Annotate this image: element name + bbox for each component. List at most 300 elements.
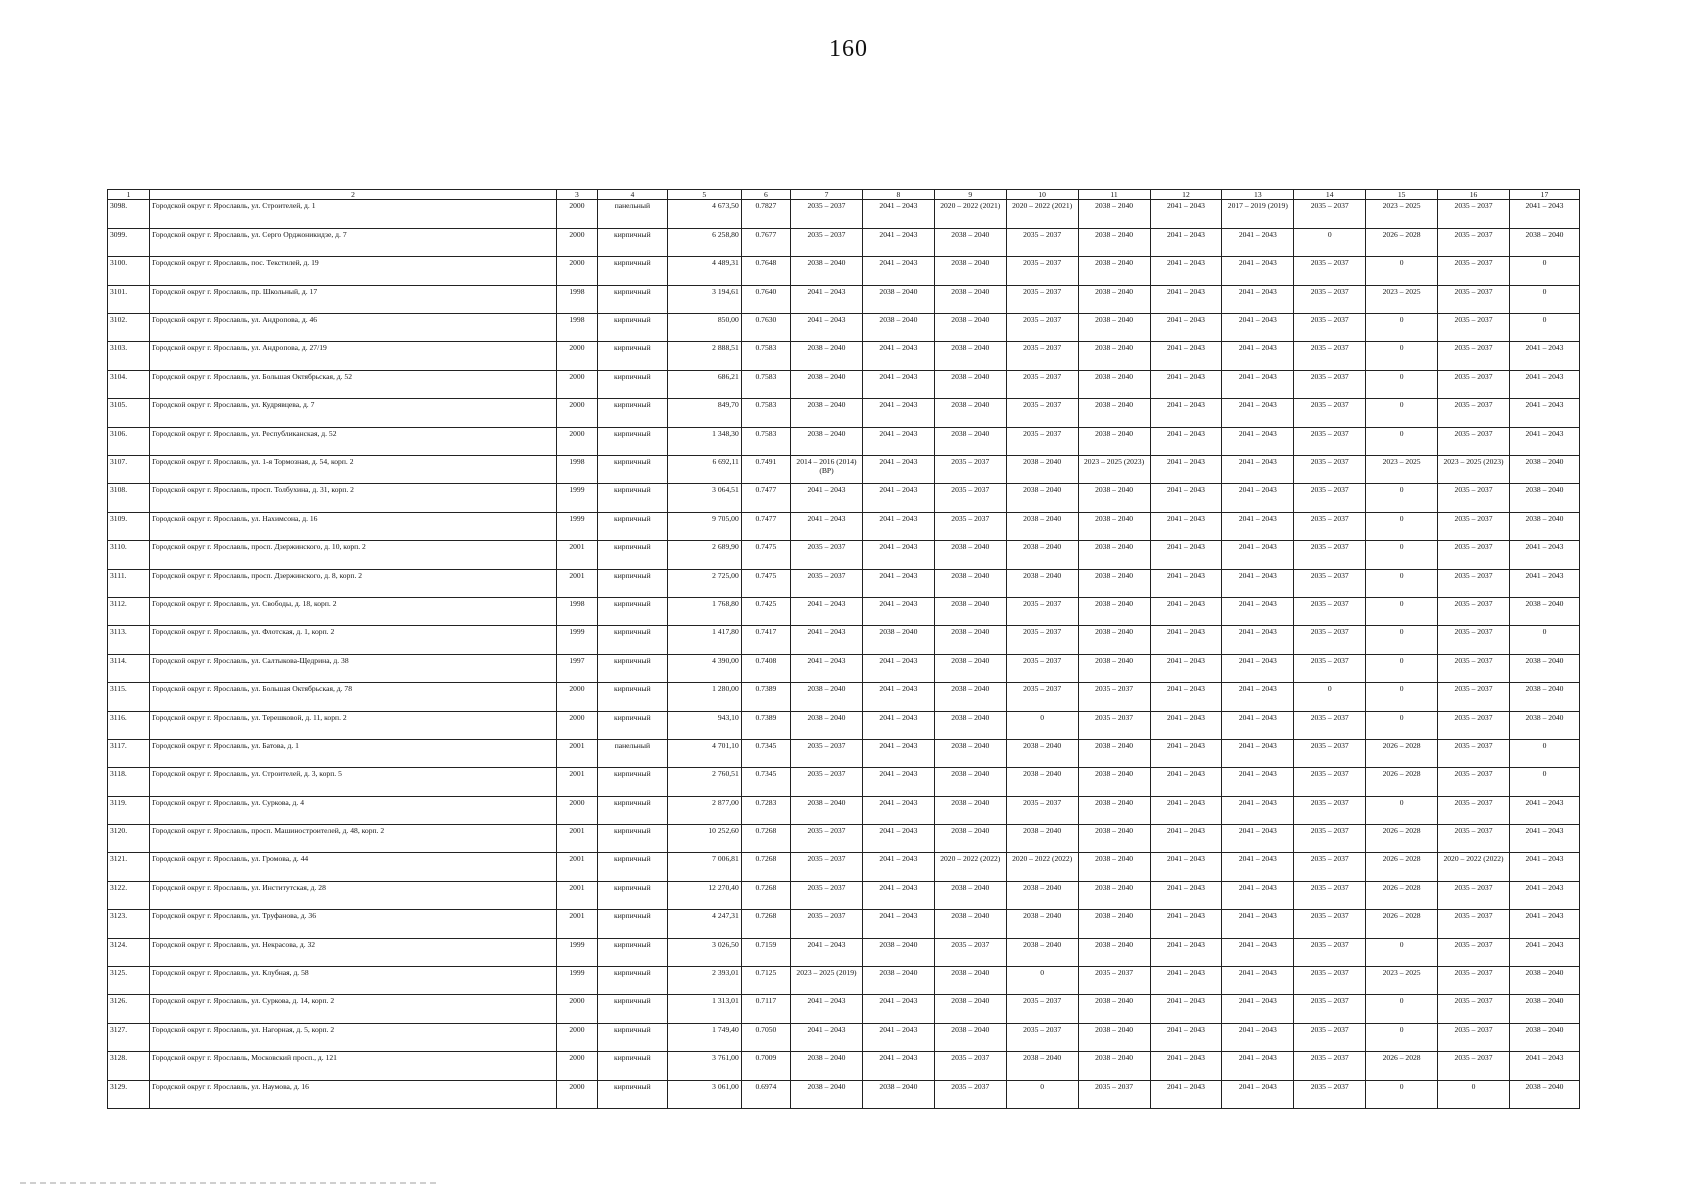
period-col-16-cell: 2035 – 2037 [1438, 484, 1510, 512]
period-col-15-cell: 0 [1366, 370, 1438, 398]
period-col-7-cell: 2023 – 2025 (2019) [791, 967, 863, 995]
table-row [108, 654, 1580, 682]
period-col-13-cell: 2041 – 2043 [1222, 569, 1294, 597]
period-col-17-cell: 2041 – 2043 [1509, 427, 1579, 455]
year-built-cell: 2001 [556, 910, 597, 938]
table-row [108, 427, 1580, 455]
period-col-17-cell: 2041 – 2043 [1509, 938, 1579, 966]
address-cell: Городской округ г. Ярославль, просп. Дзержинского, д. 10, корп. 2 [150, 541, 557, 569]
period-col-10-cell: 2035 – 2037 [1006, 285, 1078, 313]
period-col-16-cell: 2035 – 2037 [1438, 200, 1510, 228]
period-col-10-cell: 2035 – 2037 [1006, 342, 1078, 370]
period-col-9-cell: 2038 – 2040 [934, 995, 1006, 1023]
period-col-17-cell: 2041 – 2043 [1509, 541, 1579, 569]
period-col-7-cell: 2038 – 2040 [791, 711, 863, 739]
table-row [108, 484, 1580, 512]
table-row [108, 853, 1580, 881]
period-col-13-cell: 2041 – 2043 [1222, 484, 1294, 512]
area-cell: 2 760,51 [667, 768, 741, 796]
period-col-17-cell: 2038 – 2040 [1509, 654, 1579, 682]
period-col-9-cell: 2035 – 2037 [934, 938, 1006, 966]
column-header-14: 14 [1294, 190, 1366, 200]
wall-material-cell: кирпичный [597, 484, 667, 512]
period-col-17-cell: 2038 – 2040 [1509, 683, 1579, 711]
period-col-15-cell: 0 [1366, 257, 1438, 285]
period-col-7-cell: 2041 – 2043 [791, 626, 863, 654]
period-col-10-cell: 2035 – 2037 [1006, 683, 1078, 711]
index-value-cell: 0.7283 [741, 796, 790, 824]
index-value-cell: 0.7648 [741, 257, 790, 285]
period-col-12-cell: 2041 – 2043 [1150, 853, 1222, 881]
table-row [108, 739, 1580, 767]
period-col-11-cell: 2038 – 2040 [1078, 825, 1150, 853]
year-built-cell: 1997 [556, 654, 597, 682]
period-col-17-cell: 2041 – 2043 [1509, 881, 1579, 909]
period-col-14-cell: 2035 – 2037 [1294, 626, 1366, 654]
period-col-12-cell: 2041 – 2043 [1150, 995, 1222, 1023]
period-col-14-cell: 0 [1294, 228, 1366, 256]
period-col-8-cell: 2038 – 2040 [862, 285, 934, 313]
period-col-9-cell: 2038 – 2040 [934, 228, 1006, 256]
table-row [108, 711, 1580, 739]
period-col-14-cell: 2035 – 2037 [1294, 1023, 1366, 1051]
index-value-cell: 0.7408 [741, 654, 790, 682]
area-cell: 4 247,31 [667, 910, 741, 938]
wall-material-cell: кирпичный [597, 995, 667, 1023]
column-header-8: 8 [862, 190, 934, 200]
wall-material-cell: кирпичный [597, 370, 667, 398]
period-col-7-cell: 2038 – 2040 [791, 427, 863, 455]
index-value-cell: 0.7159 [741, 938, 790, 966]
area-cell: 1 348,30 [667, 427, 741, 455]
period-col-12-cell: 2041 – 2043 [1150, 711, 1222, 739]
row-number-cell: 3125. [108, 967, 150, 995]
period-col-10-cell: 2035 – 2037 [1006, 370, 1078, 398]
table-row [108, 995, 1580, 1023]
period-col-8-cell: 2041 – 2043 [862, 257, 934, 285]
period-col-9-cell: 2038 – 2040 [934, 541, 1006, 569]
index-value-cell: 0.7117 [741, 995, 790, 1023]
address-cell: Городской округ г. Ярославль, ул. Свободы, д. 18, корп. 2 [150, 597, 557, 625]
period-col-10-cell: 2035 – 2037 [1006, 228, 1078, 256]
period-col-9-cell: 2038 – 2040 [934, 796, 1006, 824]
period-col-13-cell: 2041 – 2043 [1222, 228, 1294, 256]
wall-material-cell: кирпичный [597, 768, 667, 796]
column-header-6: 6 [741, 190, 790, 200]
period-col-13-cell: 2041 – 2043 [1222, 342, 1294, 370]
index-value-cell: 0.7268 [741, 825, 790, 853]
year-built-cell: 1999 [556, 967, 597, 995]
period-col-7-cell: 2035 – 2037 [791, 228, 863, 256]
period-col-12-cell: 2041 – 2043 [1150, 881, 1222, 909]
table-row [108, 938, 1580, 966]
column-header-2: 2 [150, 190, 557, 200]
index-value-cell: 0.6974 [741, 1080, 790, 1108]
area-cell: 10 252,60 [667, 825, 741, 853]
wall-material-cell: кирпичный [597, 456, 667, 484]
period-col-13-cell: 2041 – 2043 [1222, 1052, 1294, 1080]
period-col-9-cell: 2038 – 2040 [934, 739, 1006, 767]
period-col-10-cell: 2038 – 2040 [1006, 456, 1078, 484]
period-col-14-cell: 2035 – 2037 [1294, 370, 1366, 398]
period-col-13-cell: 2041 – 2043 [1222, 825, 1294, 853]
index-value-cell: 0.7583 [741, 342, 790, 370]
period-col-12-cell: 2041 – 2043 [1150, 1052, 1222, 1080]
period-col-9-cell: 2038 – 2040 [934, 967, 1006, 995]
row-number-cell: 3100. [108, 257, 150, 285]
address-cell: Городской округ г. Ярославль, ул. Флотская, д. 1, корп. 2 [150, 626, 557, 654]
period-col-9-cell: 2038 – 2040 [934, 399, 1006, 427]
period-col-14-cell: 2035 – 2037 [1294, 342, 1366, 370]
table-row [108, 1052, 1580, 1080]
index-value-cell: 0.7268 [741, 853, 790, 881]
period-col-13-cell: 2041 – 2043 [1222, 285, 1294, 313]
period-col-12-cell: 2041 – 2043 [1150, 484, 1222, 512]
period-col-8-cell: 2041 – 2043 [862, 342, 934, 370]
address-cell: Городской округ г. Ярославль, ул. Клубная, д. 58 [150, 967, 557, 995]
period-col-8-cell: 2041 – 2043 [862, 456, 934, 484]
period-col-13-cell: 2041 – 2043 [1222, 881, 1294, 909]
period-col-11-cell: 2038 – 2040 [1078, 541, 1150, 569]
period-col-10-cell: 2035 – 2037 [1006, 427, 1078, 455]
table-row [108, 1023, 1580, 1051]
year-built-cell: 1999 [556, 626, 597, 654]
period-col-13-cell: 2041 – 2043 [1222, 995, 1294, 1023]
period-col-13-cell: 2041 – 2043 [1222, 654, 1294, 682]
year-built-cell: 1999 [556, 512, 597, 540]
area-cell: 4 489,31 [667, 257, 741, 285]
period-col-7-cell: 2035 – 2037 [791, 881, 863, 909]
row-number-cell: 3108. [108, 484, 150, 512]
period-col-14-cell: 2035 – 2037 [1294, 1080, 1366, 1108]
period-col-12-cell: 2041 – 2043 [1150, 200, 1222, 228]
period-col-13-cell: 2041 – 2043 [1222, 314, 1294, 342]
period-col-9-cell: 2038 – 2040 [934, 711, 1006, 739]
wall-material-cell: кирпичный [597, 228, 667, 256]
table-row [108, 228, 1580, 256]
period-col-15-cell: 2026 – 2028 [1366, 825, 1438, 853]
period-col-9-cell: 2038 – 2040 [934, 370, 1006, 398]
period-col-17-cell: 0 [1509, 739, 1579, 767]
period-col-13-cell: 2041 – 2043 [1222, 1023, 1294, 1051]
period-col-14-cell: 2035 – 2037 [1294, 768, 1366, 796]
index-value-cell: 0.7677 [741, 228, 790, 256]
index-value-cell: 0.7491 [741, 456, 790, 484]
period-col-11-cell: 2035 – 2037 [1078, 683, 1150, 711]
wall-material-cell: кирпичный [597, 1023, 667, 1051]
year-built-cell: 2000 [556, 228, 597, 256]
wall-material-cell: панельный [597, 739, 667, 767]
period-col-17-cell: 0 [1509, 285, 1579, 313]
period-col-7-cell: 2038 – 2040 [791, 370, 863, 398]
period-col-15-cell: 2026 – 2028 [1366, 881, 1438, 909]
year-built-cell: 2001 [556, 541, 597, 569]
period-col-10-cell: 0 [1006, 711, 1078, 739]
period-col-7-cell: 2041 – 2043 [791, 484, 863, 512]
period-col-15-cell: 0 [1366, 484, 1438, 512]
table-row [108, 456, 1580, 484]
index-value-cell: 0.7475 [741, 541, 790, 569]
period-col-16-cell: 2035 – 2037 [1438, 967, 1510, 995]
period-col-16-cell: 2035 – 2037 [1438, 768, 1510, 796]
address-cell: Городской округ г. Ярославль, ул. Кудрявцева, д. 7 [150, 399, 557, 427]
period-col-13-cell: 2041 – 2043 [1222, 1080, 1294, 1108]
period-col-11-cell: 2038 – 2040 [1078, 995, 1150, 1023]
period-col-9-cell: 2038 – 2040 [934, 1023, 1006, 1051]
table-row [108, 541, 1580, 569]
period-col-7-cell: 2038 – 2040 [791, 399, 863, 427]
period-col-14-cell: 2035 – 2037 [1294, 512, 1366, 540]
period-col-14-cell: 2035 – 2037 [1294, 314, 1366, 342]
period-col-8-cell: 2038 – 2040 [862, 938, 934, 966]
table-row [108, 399, 1580, 427]
period-col-10-cell: 2020 – 2022 (2022) [1006, 853, 1078, 881]
period-col-8-cell: 2041 – 2043 [862, 739, 934, 767]
period-col-8-cell: 2041 – 2043 [862, 881, 934, 909]
area-cell: 849,70 [667, 399, 741, 427]
period-col-10-cell: 2038 – 2040 [1006, 484, 1078, 512]
year-built-cell: 2000 [556, 427, 597, 455]
table-row [108, 1080, 1580, 1108]
year-built-cell: 1998 [556, 285, 597, 313]
table-row [108, 314, 1580, 342]
period-col-12-cell: 2041 – 2043 [1150, 938, 1222, 966]
period-col-14-cell: 2035 – 2037 [1294, 1052, 1366, 1080]
period-col-12-cell: 2041 – 2043 [1150, 569, 1222, 597]
row-number-cell: 3109. [108, 512, 150, 540]
wall-material-cell: кирпичный [597, 910, 667, 938]
period-col-12-cell: 2041 – 2043 [1150, 427, 1222, 455]
area-cell: 686,21 [667, 370, 741, 398]
period-col-11-cell: 2038 – 2040 [1078, 200, 1150, 228]
period-col-13-cell: 2017 – 2019 (2019) [1222, 200, 1294, 228]
period-col-10-cell: 2035 – 2037 [1006, 995, 1078, 1023]
wall-material-cell: кирпичный [597, 314, 667, 342]
table-row [108, 881, 1580, 909]
period-col-12-cell: 2041 – 2043 [1150, 683, 1222, 711]
period-col-16-cell: 2035 – 2037 [1438, 739, 1510, 767]
wall-material-cell: кирпичный [597, 597, 667, 625]
period-col-16-cell: 2035 – 2037 [1438, 314, 1510, 342]
year-built-cell: 2001 [556, 739, 597, 767]
period-col-11-cell: 2038 – 2040 [1078, 938, 1150, 966]
period-col-16-cell: 2023 – 2025 (2023) [1438, 456, 1510, 484]
period-col-12-cell: 2041 – 2043 [1150, 796, 1222, 824]
period-col-7-cell: 2035 – 2037 [791, 768, 863, 796]
area-cell: 3 064,51 [667, 484, 741, 512]
address-cell: Городской округ г. Ярославль, ул. Наумова, д. 16 [150, 1080, 557, 1108]
period-col-7-cell: 2035 – 2037 [791, 569, 863, 597]
period-col-9-cell: 2038 – 2040 [934, 768, 1006, 796]
period-col-12-cell: 2041 – 2043 [1150, 399, 1222, 427]
period-col-13-cell: 2041 – 2043 [1222, 768, 1294, 796]
year-built-cell: 2001 [556, 569, 597, 597]
area-cell: 3 026,50 [667, 938, 741, 966]
period-col-10-cell: 2020 – 2022 (2021) [1006, 200, 1078, 228]
address-cell: Городской округ г. Ярославль, ул. Строителей, д. 3, корп. 5 [150, 768, 557, 796]
table-row [108, 200, 1580, 228]
period-col-17-cell: 2038 – 2040 [1509, 711, 1579, 739]
period-col-7-cell: 2014 – 2016 (2014) (ВР) [791, 456, 863, 484]
address-cell: Городской округ г. Ярославль, пр. Школьный, д. 17 [150, 285, 557, 313]
wall-material-cell: кирпичный [597, 285, 667, 313]
period-col-8-cell: 2041 – 2043 [862, 853, 934, 881]
address-cell: Городской округ г. Ярославль, ул. Суркова, д. 4 [150, 796, 557, 824]
row-number-cell: 3115. [108, 683, 150, 711]
index-value-cell: 0.7389 [741, 711, 790, 739]
period-col-14-cell: 2035 – 2037 [1294, 597, 1366, 625]
period-col-15-cell: 2026 – 2028 [1366, 910, 1438, 938]
period-col-16-cell: 2035 – 2037 [1438, 370, 1510, 398]
index-value-cell: 0.7417 [741, 626, 790, 654]
column-header-1: 1 [108, 190, 150, 200]
period-col-11-cell: 2038 – 2040 [1078, 739, 1150, 767]
period-col-11-cell: 2038 – 2040 [1078, 597, 1150, 625]
year-built-cell: 1998 [556, 314, 597, 342]
period-col-7-cell: 2041 – 2043 [791, 654, 863, 682]
column-header-13: 13 [1222, 190, 1294, 200]
period-col-7-cell: 2041 – 2043 [791, 314, 863, 342]
row-number-cell: 3118. [108, 768, 150, 796]
period-col-9-cell: 2038 – 2040 [934, 597, 1006, 625]
period-col-15-cell: 0 [1366, 342, 1438, 370]
period-col-9-cell: 2038 – 2040 [934, 654, 1006, 682]
wall-material-cell: панельный [597, 200, 667, 228]
period-col-8-cell: 2041 – 2043 [862, 427, 934, 455]
row-number-cell: 3111. [108, 569, 150, 597]
year-built-cell: 2000 [556, 796, 597, 824]
period-col-17-cell: 0 [1509, 768, 1579, 796]
row-number-cell: 3107. [108, 456, 150, 484]
row-number-cell: 3127. [108, 1023, 150, 1051]
period-col-12-cell: 2041 – 2043 [1150, 314, 1222, 342]
wall-material-cell: кирпичный [597, 342, 667, 370]
period-col-13-cell: 2041 – 2043 [1222, 910, 1294, 938]
period-col-15-cell: 0 [1366, 796, 1438, 824]
period-col-15-cell: 2023 – 2025 [1366, 456, 1438, 484]
address-cell: Городской округ г. Ярославль, пос. Текстилей, д. 19 [150, 257, 557, 285]
table-row [108, 597, 1580, 625]
table-row [108, 768, 1580, 796]
period-col-9-cell: 2038 – 2040 [934, 683, 1006, 711]
address-cell: Городской округ г. Ярославль, ул. Строителей, д. 1 [150, 200, 557, 228]
address-cell: Городской округ г. Ярославль, ул. Батова, д. 1 [150, 739, 557, 767]
area-cell: 3 194,61 [667, 285, 741, 313]
period-col-14-cell: 2035 – 2037 [1294, 569, 1366, 597]
row-number-cell: 3114. [108, 654, 150, 682]
column-number-row [108, 190, 1580, 200]
period-col-11-cell: 2038 – 2040 [1078, 484, 1150, 512]
table-row [108, 683, 1580, 711]
column-header-3: 3 [556, 190, 597, 200]
period-col-11-cell: 2038 – 2040 [1078, 768, 1150, 796]
period-col-17-cell: 2038 – 2040 [1509, 995, 1579, 1023]
column-header-9: 9 [934, 190, 1006, 200]
year-built-cell: 2000 [556, 257, 597, 285]
period-col-9-cell: 2020 – 2022 (2021) [934, 200, 1006, 228]
area-cell: 1 417,80 [667, 626, 741, 654]
row-number-cell: 3121. [108, 853, 150, 881]
address-cell: Городской округ г. Ярославль, ул. Андропова, д. 46 [150, 314, 557, 342]
period-col-12-cell: 2041 – 2043 [1150, 257, 1222, 285]
period-col-16-cell: 2035 – 2037 [1438, 1052, 1510, 1080]
period-col-16-cell: 2035 – 2037 [1438, 796, 1510, 824]
period-col-14-cell: 2035 – 2037 [1294, 654, 1366, 682]
period-col-13-cell: 2041 – 2043 [1222, 853, 1294, 881]
area-cell: 2 689,90 [667, 541, 741, 569]
period-col-14-cell: 2035 – 2037 [1294, 938, 1366, 966]
period-col-13-cell: 2041 – 2043 [1222, 456, 1294, 484]
year-built-cell: 2000 [556, 711, 597, 739]
period-col-15-cell: 0 [1366, 683, 1438, 711]
period-col-11-cell: 2038 – 2040 [1078, 626, 1150, 654]
row-number-cell: 3122. [108, 881, 150, 909]
period-col-14-cell: 2035 – 2037 [1294, 881, 1366, 909]
period-col-8-cell: 2041 – 2043 [862, 1052, 934, 1080]
period-col-10-cell: 2038 – 2040 [1006, 768, 1078, 796]
period-col-16-cell: 2035 – 2037 [1438, 427, 1510, 455]
period-col-15-cell: 2026 – 2028 [1366, 1052, 1438, 1080]
period-col-15-cell: 0 [1366, 512, 1438, 540]
address-cell: Городской округ г. Ярославль, ул. Труфанова, д. 36 [150, 910, 557, 938]
wall-material-cell: кирпичный [597, 967, 667, 995]
index-value-cell: 0.7345 [741, 768, 790, 796]
period-col-15-cell: 2023 – 2025 [1366, 967, 1438, 995]
period-col-17-cell: 2041 – 2043 [1509, 342, 1579, 370]
period-col-14-cell: 2035 – 2037 [1294, 910, 1366, 938]
area-cell: 2 888,51 [667, 342, 741, 370]
period-col-7-cell: 2038 – 2040 [791, 796, 863, 824]
period-col-13-cell: 2041 – 2043 [1222, 683, 1294, 711]
period-col-16-cell: 2035 – 2037 [1438, 683, 1510, 711]
period-col-14-cell: 2035 – 2037 [1294, 200, 1366, 228]
area-cell: 943,10 [667, 711, 741, 739]
period-col-15-cell: 0 [1366, 711, 1438, 739]
period-col-14-cell: 2035 – 2037 [1294, 541, 1366, 569]
period-col-16-cell: 2035 – 2037 [1438, 512, 1510, 540]
period-col-13-cell: 2041 – 2043 [1222, 512, 1294, 540]
period-col-14-cell: 2035 – 2037 [1294, 427, 1366, 455]
period-col-11-cell: 2038 – 2040 [1078, 285, 1150, 313]
period-col-17-cell: 2038 – 2040 [1509, 597, 1579, 625]
period-col-10-cell: 2035 – 2037 [1006, 626, 1078, 654]
period-col-17-cell: 2038 – 2040 [1509, 967, 1579, 995]
wall-material-cell: кирпичный [597, 796, 667, 824]
period-col-7-cell: 2041 – 2043 [791, 938, 863, 966]
period-col-11-cell: 2038 – 2040 [1078, 427, 1150, 455]
column-header-4: 4 [597, 190, 667, 200]
wall-material-cell: кирпичный [597, 938, 667, 966]
period-col-17-cell: 2041 – 2043 [1509, 370, 1579, 398]
period-col-11-cell: 2038 – 2040 [1078, 257, 1150, 285]
wall-material-cell: кирпичный [597, 853, 667, 881]
index-value-cell: 0.7345 [741, 739, 790, 767]
row-number-cell: 3106. [108, 427, 150, 455]
period-col-8-cell: 2041 – 2043 [862, 1023, 934, 1051]
period-col-8-cell: 2041 – 2043 [862, 200, 934, 228]
index-value-cell: 0.7630 [741, 314, 790, 342]
period-col-16-cell: 2035 – 2037 [1438, 399, 1510, 427]
area-cell: 850,00 [667, 314, 741, 342]
period-col-9-cell: 2038 – 2040 [934, 427, 1006, 455]
period-col-10-cell: 2038 – 2040 [1006, 910, 1078, 938]
period-col-17-cell: 2038 – 2040 [1509, 1023, 1579, 1051]
period-col-7-cell: 2041 – 2043 [791, 512, 863, 540]
period-col-11-cell: 2035 – 2037 [1078, 967, 1150, 995]
period-col-12-cell: 2041 – 2043 [1150, 1023, 1222, 1051]
period-col-8-cell: 2041 – 2043 [862, 541, 934, 569]
address-cell: Городской округ г. Ярославль, ул. Институтская, д. 28 [150, 881, 557, 909]
